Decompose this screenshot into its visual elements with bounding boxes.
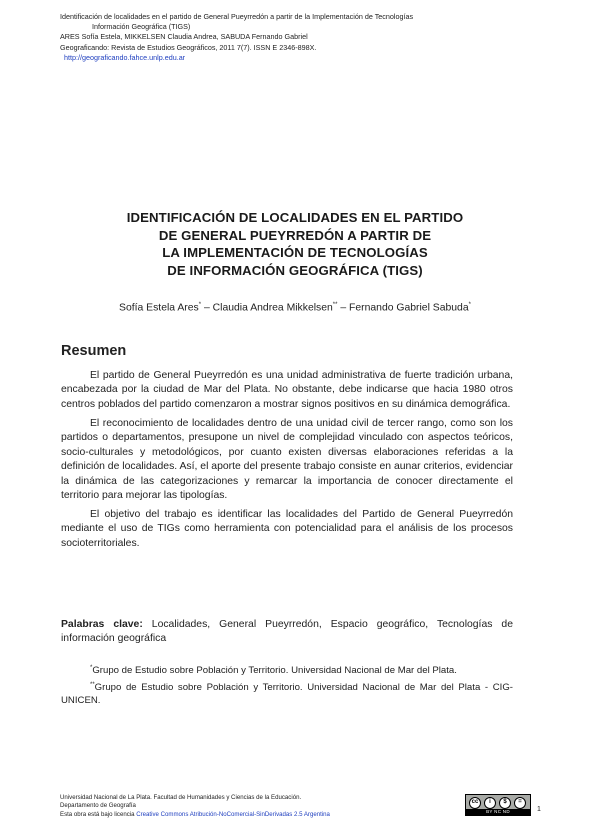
title-line-1: IDENTIFICACIÓN DE LOCALIDADES EN EL PARTIDO (126, 210, 464, 225)
license-link[interactable]: Creative Commons Atribución-NoComercial-SinDerivadas 2.5 Argentina (136, 810, 330, 818)
author-separator: – (201, 302, 213, 314)
abstract-paragraph-1: El partido de General Pueyrredón es una unidad administrativa de fuerte tradición urbana, encabezada por la ciudad de Mar del Plata. No obstante, debe indicarse que hacia 1980 otros centros poblados del partido comenzaron a mostrar signos positivos en su dinámica demográfica. (61, 370, 513, 410)
cc-icon: cc (469, 797, 481, 809)
author-3-mark: * (468, 302, 471, 308)
author-list (60, 302, 530, 313)
abstract-body (61, 369, 513, 556)
footer-line-2: Departamento de Geografía (60, 802, 136, 810)
journal-url-link[interactable]: http://geograficando.fahce.unlp.edu.ar (64, 52, 186, 62)
affiliation-note-1 (61, 662, 513, 678)
note-2-text: Grupo de Estudio sobre Población y Territorio. Universidad Nacional de Mar del Plata - CIG-UNICEN. (61, 682, 513, 707)
note-1-mark: * (90, 665, 93, 671)
title-line-4: DE INFORMACIÓN GEOGRÁFICA (TIGS) (167, 262, 423, 278)
header-line-2: Información Geográfica (TIGS) (92, 22, 191, 32)
header-line-1: Identificación de localidades en el partido de General Pueyrredón a partir de la Implementación de Tecnologías (60, 12, 414, 21)
note-2-mark: ** (90, 682, 95, 689)
header-line-3: ARES Sofía Estela, MIKKELSEN Claudia Andrea, SABUDA Fernando Gabriel (60, 32, 308, 42)
note-1-text: Grupo de Estudio sobre Población y Territorio. Universidad Nacional de Mar del Plata. (92, 665, 457, 677)
header-line-4: Geograficando: Revista de Estudios Geográficos, 2011 7(7). ISSN E 2346-898X. (60, 42, 317, 52)
keywords-text: Localidades, General Pueyrredón, Espacio geográfico, Tecnologías de información geográfica (61, 619, 513, 645)
running-header (60, 12, 530, 63)
footer-line-3: Esta obra está bajo licencia (60, 810, 137, 818)
noderivatives-icon: = (514, 797, 526, 809)
paper-title (60, 209, 530, 279)
author-2: Claudia Andrea Mikkelsen (212, 302, 333, 314)
title-line-2: DE GENERAL PUEYRREDÓN A PARTIR DE (158, 227, 432, 243)
page-footer (60, 794, 460, 819)
affiliation-note-2 (61, 679, 513, 708)
author-3: Fernando Gabriel Sabuda (349, 302, 469, 314)
page-number: 1 (537, 806, 541, 813)
abstract-paragraph-2: El reconocimiento de localidades dentro de una unidad civil de tercer rango, como son los partidos o departamentos, presupone un nivel de complejidad vinculado con aspectos teóricos, socio-culturales y metodológicos, por cuanto existen diversas elaboraciones referidas a la definición de localidades. Así, el aporte del presente trabajo consiste en aunar criterios, evidenciar la dinámica de las categorizaciones y remarcar la importancia de conocer directamente el territorio para mejorar las tipologías. (61, 417, 513, 501)
title-line-3: LA IMPLEMENTACIÓN DE TECNOLOGÍAS (162, 245, 428, 260)
abstract-paragraph-3: El objetivo del trabajo es identificar las localidades del Partido de General Pueyrredón mediante el uso de TIGs como herramienta con potencialidad para el análisis de los procesos socioterritoriales. (61, 509, 513, 549)
noncommercial-icon: $ (499, 797, 511, 809)
author-separator: – (337, 302, 350, 314)
author-1-mark: * (198, 302, 202, 308)
author-2-mark: ** (332, 302, 338, 308)
keywords-label: Palabras clave: (61, 619, 143, 630)
abstract-heading: Resumen (61, 343, 127, 359)
cc-badge-strip: BY NC ND (466, 809, 530, 815)
attribution-icon: i (484, 797, 496, 809)
footer-line-1: Universidad Nacional de La Plata. Facultad de Humanidades y Ciencias de la Educación. (60, 794, 302, 801)
creative-commons-badge[interactable] (465, 794, 531, 816)
keywords (61, 618, 513, 647)
author-1: Sofía Estela Ares (119, 302, 199, 314)
affiliation-notes (61, 662, 513, 710)
